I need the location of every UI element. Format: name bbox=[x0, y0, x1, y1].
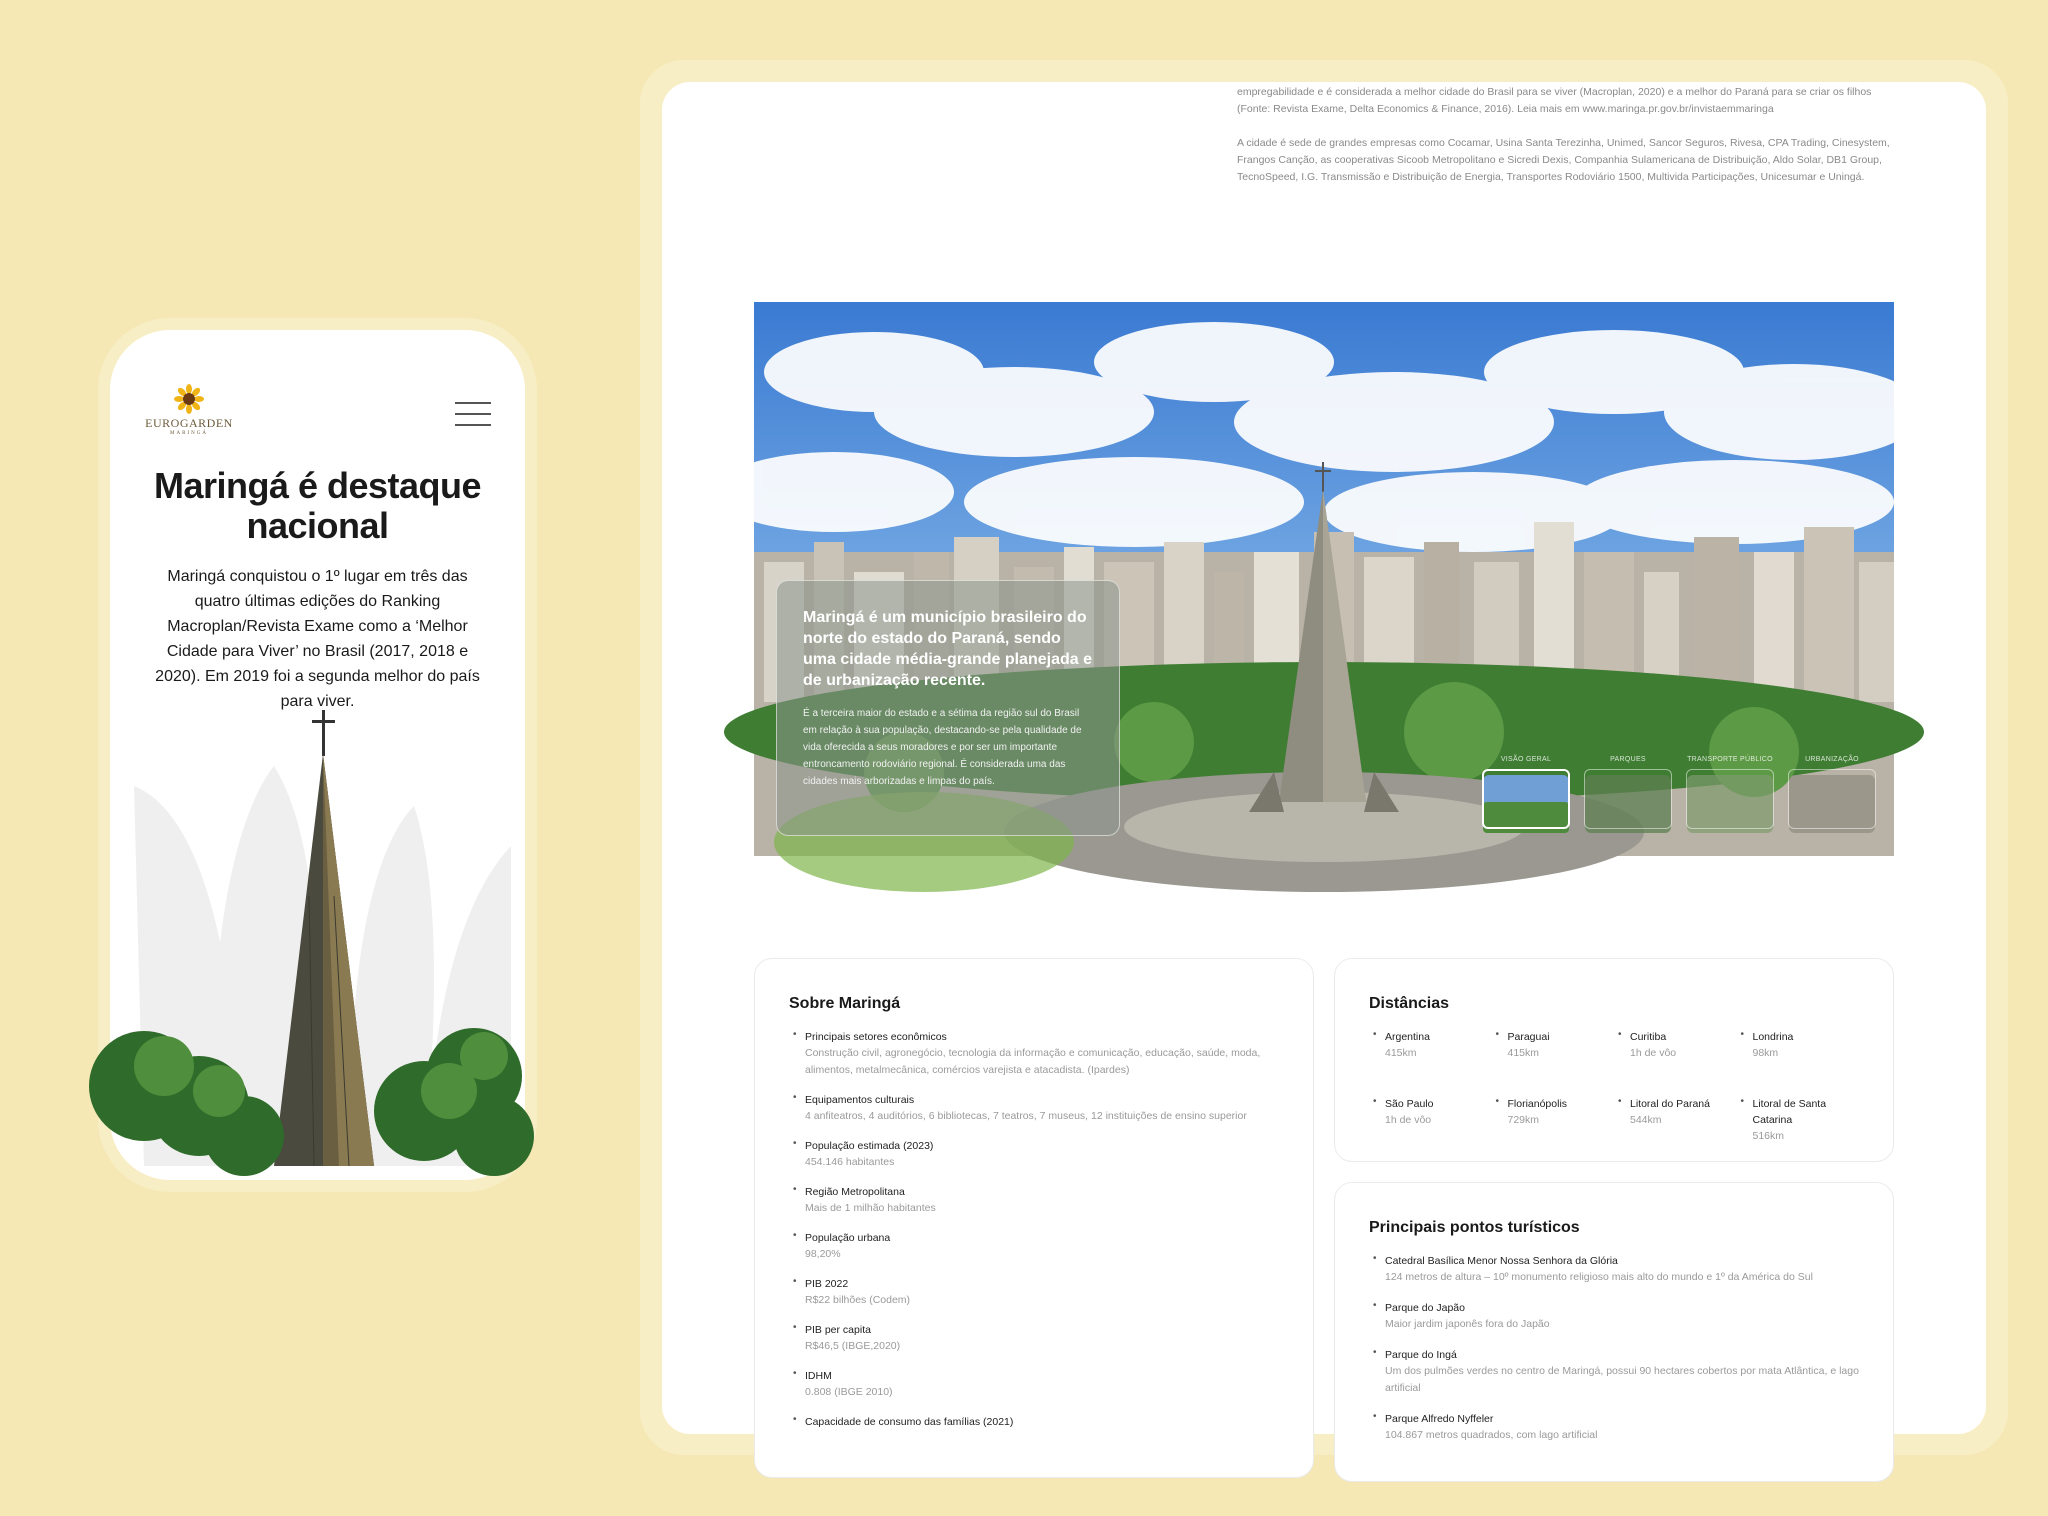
distancia-item bbox=[1369, 1029, 1492, 1062]
mobile-body-text: Maringá conquistou o 1º lugar em três das quatro últimas edições do Ranking Macroplan/Revista Exame como a ‘Melhor Cidade para Viver’ no Brasil (2017, 2018 e 2020). Em 2019 foi a segunda melhor do país para viver. bbox=[155, 568, 480, 710]
sobre-item bbox=[789, 1230, 1279, 1263]
sobre-item bbox=[789, 1368, 1279, 1401]
sobre-item-title: • PIB 2022 bbox=[805, 1278, 849, 1290]
mobile-mockup bbox=[110, 330, 525, 1180]
ponto-turistico-item-title: • Catedral Basílica Menor Nossa Senhora da Glória bbox=[1385, 1255, 1618, 1267]
hero-heading: Maringá é um município brasileiro do norte do estado do Paraná, sendo uma cidade média-grande planejada e de urbanização recente. bbox=[803, 609, 1092, 689]
sobre-item-title: • IDHM bbox=[805, 1370, 832, 1382]
distancia-item-title: • Curitiba bbox=[1630, 1031, 1667, 1043]
brand-name: EUROGARDEN bbox=[145, 416, 233, 430]
sobre-item-title: • População urbana bbox=[805, 1232, 891, 1244]
distancia-item-detail: 415km bbox=[1507, 1047, 1540, 1059]
desktop-mockup bbox=[662, 82, 1986, 1441]
pontos-turisticos-card bbox=[1334, 1182, 1894, 1482]
distancia-item bbox=[1492, 1029, 1615, 1062]
thumb-image bbox=[1584, 769, 1672, 829]
thumb-visao-geral[interactable] bbox=[1482, 756, 1570, 829]
thumb-image bbox=[1788, 769, 1876, 829]
distancia-item bbox=[1614, 1029, 1737, 1062]
ponto-turistico-item-detail: Maior jardim japonês fora do Japão bbox=[1385, 1318, 1550, 1330]
sobre-item bbox=[789, 1184, 1279, 1217]
distancia-item-title: • Litoral de Santa Catarina bbox=[1752, 1098, 1827, 1126]
thumb-label: PARQUES bbox=[1610, 756, 1646, 763]
distancias-title: Distâncias bbox=[1369, 995, 1450, 1012]
sobre-item bbox=[789, 1092, 1279, 1125]
distancia-item-title: • Londrina bbox=[1752, 1031, 1794, 1043]
distancia-item-title: • Argentina bbox=[1385, 1031, 1430, 1043]
distancia-item-detail: 1h de vôo bbox=[1385, 1114, 1432, 1126]
distancia-item bbox=[1614, 1096, 1737, 1145]
ponto-turistico-item bbox=[1369, 1411, 1859, 1444]
thumb-transporte-publico[interactable] bbox=[1686, 756, 1774, 829]
intro-paragraph-1: empregabilidade e é considerada a melhor cidade do Brasil para se viver (Macroplan, 2020) e a melhor do Paraná para se criar os filhos (Fonte: Revista Exame, Delta Economics & Finance, 2016). Leia mais em www.maringa.pr.gov.br/invistaemmaringa bbox=[1237, 86, 1872, 115]
distancias-list bbox=[1369, 1029, 1859, 1145]
distancia-item bbox=[1737, 1096, 1860, 1145]
distancia-item bbox=[1737, 1029, 1860, 1062]
distancia-item-detail: 98km bbox=[1752, 1047, 1779, 1059]
mobile-title: Maringá é destaque nacional bbox=[153, 465, 482, 546]
cathedral-illustration bbox=[124, 696, 511, 1166]
ponto-turistico-item-detail: Um dos pulmões verdes no centro de Maringá, possui 90 hectares cobertos por mata Atlântica, e lago artificial bbox=[1385, 1365, 1859, 1394]
turisticos-list bbox=[1369, 1253, 1859, 1444]
sobre-item-detail: Construção civil, agronegócio, tecnologia da informação e comunicação, educação, saúde, moda, alimentos, metalmecânica, comércios varejista e atacadista. (Ipardes) bbox=[805, 1047, 1261, 1076]
thumb-label: VISÃO GERAL bbox=[1500, 756, 1552, 763]
distancia-item-title: • Florianópolis bbox=[1507, 1098, 1568, 1110]
ponto-turistico-item-detail: 104.867 metros quadrados, com lago artificial bbox=[1385, 1429, 1598, 1441]
thumb-urbanizacao[interactable] bbox=[1788, 756, 1876, 829]
sobre-list bbox=[789, 1029, 1279, 1430]
sobre-item-detail: 98,20% bbox=[805, 1248, 841, 1260]
hero-banner bbox=[754, 302, 1894, 856]
sobre-item-detail: R$46,5 (IBGE,2020) bbox=[805, 1340, 901, 1352]
distancia-item-title: • Litoral do Paraná bbox=[1630, 1098, 1710, 1110]
sobre-item bbox=[789, 1414, 1279, 1430]
hero-text: É a terceira maior do estado e a sétima da região sul do Brasil em relação à sua população, destacando-se pela qualidade de vida oferecida a seus moradores e por ser um importante entroncamento rodoviário regional. É considerada uma das cidades mais arborizadas e limpas do país. bbox=[803, 708, 1082, 787]
sobre-item-detail: R$22 bilhões (Codem) bbox=[805, 1294, 911, 1306]
distancia-item bbox=[1369, 1096, 1492, 1145]
intro-text bbox=[1237, 84, 1897, 203]
gallery-thumbnails bbox=[1482, 756, 1876, 829]
distancia-item-detail: 729km bbox=[1507, 1114, 1540, 1126]
ponto-turistico-item-detail: 124 metros de altura – 10º monumento religioso mais alto do mundo e 1º da América do Sul bbox=[1385, 1271, 1813, 1283]
turisticos-title: Principais pontos turísticos bbox=[1369, 1219, 1580, 1236]
sobre-item-title: • Capacidade de consumo das famílias (2021) bbox=[805, 1416, 1014, 1428]
sobre-item-detail: Mais de 1 milhão habitantes bbox=[805, 1202, 936, 1214]
hamburger-menu-icon[interactable] bbox=[455, 402, 491, 426]
sobre-maringa-card bbox=[754, 958, 1314, 1478]
distancia-item-detail: 1h de vôo bbox=[1630, 1047, 1677, 1059]
brand-logo[interactable] bbox=[144, 384, 234, 436]
ponto-turistico-item bbox=[1369, 1347, 1859, 1397]
distancia-item-detail: 544km bbox=[1630, 1114, 1662, 1126]
sobre-title: Sobre Maringá bbox=[789, 995, 901, 1012]
ponto-turistico-item-title: • Parque do Ingá bbox=[1385, 1349, 1457, 1361]
sobre-item bbox=[789, 1322, 1279, 1355]
sobre-item-title: • População estimada (2023) bbox=[805, 1140, 934, 1152]
thumb-label: TRANSPORTE PÚBLICO bbox=[1687, 756, 1773, 763]
hero-info-card bbox=[776, 580, 1120, 836]
sobre-item bbox=[789, 1276, 1279, 1309]
thumb-image bbox=[1686, 769, 1774, 829]
distancia-item-title: • Paraguai bbox=[1507, 1031, 1550, 1043]
ponto-turistico-item bbox=[1369, 1253, 1859, 1286]
mobile-screen bbox=[124, 344, 511, 1166]
distancias-card bbox=[1334, 958, 1894, 1162]
brand-sub: MARINGÁ bbox=[170, 431, 208, 436]
ponto-turistico-item bbox=[1369, 1300, 1859, 1333]
thumb-parques[interactable] bbox=[1584, 756, 1672, 829]
sobre-item-title: • PIB per capita bbox=[805, 1324, 871, 1336]
distancia-item bbox=[1492, 1096, 1615, 1145]
distancia-item-title: • São Paulo bbox=[1385, 1098, 1434, 1110]
sobre-item-detail: 0.808 (IBGE 2010) bbox=[805, 1386, 893, 1398]
thumb-image bbox=[1482, 769, 1570, 829]
sunflower-icon bbox=[174, 384, 204, 414]
sobre-item bbox=[789, 1029, 1279, 1079]
ponto-turistico-item-title: • Parque Alfredo Nyffeler bbox=[1385, 1413, 1494, 1425]
sobre-item-title: • Equipamentos culturais bbox=[805, 1094, 915, 1106]
sobre-item-detail: 454.146 habitantes bbox=[805, 1156, 895, 1168]
ponto-turistico-item-title: • Parque do Japão bbox=[1385, 1302, 1465, 1314]
sobre-item-title: • Região Metropolitana bbox=[805, 1186, 905, 1198]
thumb-label: URBANIZAÇÃO bbox=[1805, 756, 1859, 763]
sobre-item bbox=[789, 1138, 1279, 1171]
intro-paragraph-2: A cidade é sede de grandes empresas como Cocamar, Usina Santa Terezinha, Unimed, Sancor Seguros, Rivesa, CPA Trading, Cinesystem, Frangos Canção, as cooperativas Sicoob Metropolitano e Sicredi Dexis, Companhia Sulamericana de Distribuição, Aldo Solar, DB1 Group, TecnoSpeed, I.G. Transmissão e Distribuição de Energia, Transportes Rodoviário 1500, Multivida Participações, Unicesumar e Uningá. bbox=[1237, 137, 1890, 183]
distancia-item-detail: 516km bbox=[1752, 1130, 1785, 1142]
sobre-item-detail: 4 anfiteatros, 4 auditórios, 6 bibliotecas, 7 teatros, 7 museus, 12 instituições de ensino superior bbox=[805, 1110, 1247, 1122]
distancia-item-detail: 415km bbox=[1385, 1047, 1417, 1059]
mobile-header bbox=[124, 344, 511, 454]
sobre-item-title: • Principais setores econômicos bbox=[805, 1031, 947, 1043]
